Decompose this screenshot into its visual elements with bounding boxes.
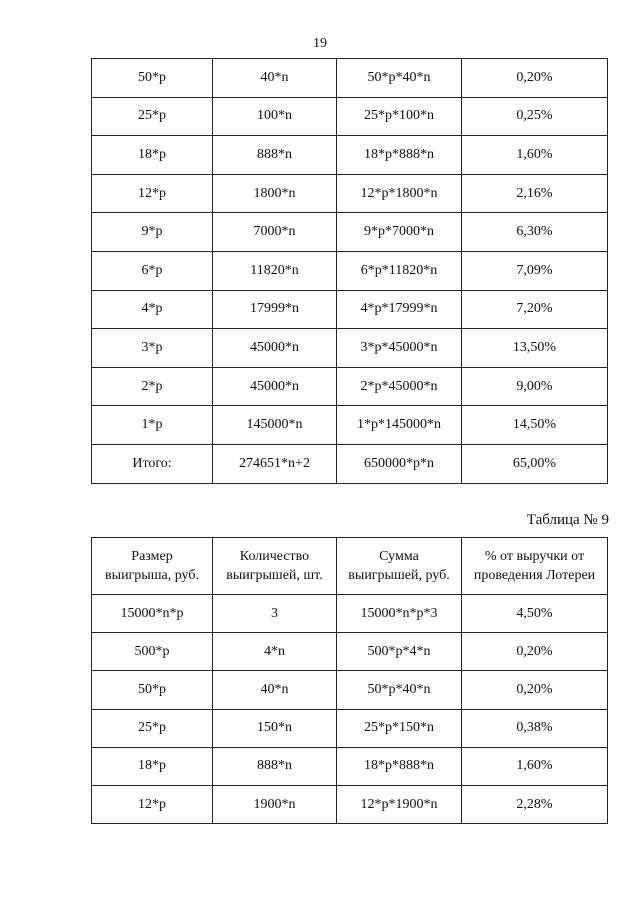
cell-revenue-percent: 13,50%	[462, 329, 608, 368]
cell-prize-count: 40*n	[213, 59, 337, 98]
cell-prize-sum: 50*р*40*n	[337, 671, 462, 709]
cell-revenue-percent: 2,16%	[462, 174, 608, 213]
cell-prize-sum: 4*р*17999*n	[337, 290, 462, 329]
cell-prize-sum: 3*р*45000*n	[337, 329, 462, 368]
table-row	[92, 174, 608, 213]
cell-revenue-percent: 9,00%	[462, 367, 608, 406]
cell-prize-count: 274651*n+2	[213, 444, 337, 483]
table-row	[92, 329, 608, 368]
cell-prize-count: 888*n	[213, 136, 337, 175]
cell-prize-count: 1800*n	[213, 174, 337, 213]
cell-prize-size: Итого:	[92, 444, 213, 483]
header-prize-count	[213, 538, 337, 595]
cell-prize-size: 15000*n*р	[92, 595, 213, 633]
cell-revenue-percent: 4,50%	[462, 595, 608, 633]
cell-prize-size: 4*р	[92, 290, 213, 329]
header-line: Размер	[131, 549, 173, 564]
cell-prize-size: 50*р	[92, 671, 213, 709]
table-row	[92, 633, 608, 671]
table-row	[92, 136, 608, 175]
cell-prize-size: 25*р	[92, 709, 213, 747]
table-caption: Таблица № 9	[526, 512, 609, 528]
header-prize-sum	[337, 538, 462, 595]
cell-prize-size: 18*р	[92, 136, 213, 175]
table-row	[92, 595, 608, 633]
cell-prize-count: 45000*n	[213, 329, 337, 368]
cell-revenue-percent: 65,00%	[462, 444, 608, 483]
header-revenue-percent	[462, 538, 608, 595]
prize-table-9	[91, 537, 608, 824]
cell-revenue-percent: 1,60%	[462, 747, 608, 785]
cell-prize-count: 150*n	[213, 709, 337, 747]
page-number: 19	[313, 36, 327, 51]
cell-prize-size: 500*р	[92, 633, 213, 671]
cell-prize-count: 11820*n	[213, 251, 337, 290]
header-line: % от выручки от	[484, 549, 585, 564]
cell-revenue-percent: 7,20%	[462, 290, 608, 329]
cell-prize-size: 3*р	[92, 329, 213, 368]
cell-prize-count: 7000*n	[213, 213, 337, 252]
header-row	[92, 538, 608, 595]
table-row	[92, 671, 608, 709]
header-line: выигрышей, шт.	[226, 568, 323, 583]
table-row	[92, 59, 608, 98]
table2-body	[92, 595, 608, 824]
cell-prize-sum: 500*р*4*n	[337, 633, 462, 671]
cell-revenue-percent: 14,50%	[462, 406, 608, 445]
cell-prize-size: 6*р	[92, 251, 213, 290]
cell-revenue-percent: 0,20%	[462, 59, 608, 98]
cell-prize-sum: 15000*n*р*3	[337, 595, 462, 633]
cell-revenue-percent: 0,25%	[462, 97, 608, 136]
cell-prize-count: 1900*n	[213, 785, 337, 823]
table-row	[92, 290, 608, 329]
header-line: проведения Лотереи	[473, 568, 596, 583]
table2-header	[92, 538, 608, 595]
table-row	[92, 97, 608, 136]
header-line: Сумма	[379, 549, 419, 564]
cell-prize-sum: 25*р*150*n	[337, 709, 462, 747]
table-row	[92, 444, 608, 483]
table-row	[92, 406, 608, 445]
cell-prize-size: 25*р	[92, 97, 213, 136]
header-line: выигрыша, руб.	[105, 568, 199, 583]
cell-prize-sum: 18*р*888*n	[337, 747, 462, 785]
cell-revenue-percent: 2,28%	[462, 785, 608, 823]
cell-prize-sum: 50*р*40*n	[337, 59, 462, 98]
cell-prize-sum: 12*р*1800*n	[337, 174, 462, 213]
header-line: выигрышей, руб.	[348, 568, 450, 583]
cell-revenue-percent: 0,38%	[462, 709, 608, 747]
cell-prize-size: 9*р	[92, 213, 213, 252]
table-row	[92, 251, 608, 290]
table-row	[92, 213, 608, 252]
cell-prize-sum: 650000*р*n	[337, 444, 462, 483]
cell-revenue-percent: 6,30%	[462, 213, 608, 252]
cell-revenue-percent: 1,60%	[462, 136, 608, 175]
cell-revenue-percent: 0,20%	[462, 633, 608, 671]
cell-prize-sum: 1*р*145000*n	[337, 406, 462, 445]
cell-revenue-percent: 0,20%	[462, 671, 608, 709]
cell-prize-sum: 12*р*1900*n	[337, 785, 462, 823]
cell-prize-count: 145000*n	[213, 406, 337, 445]
cell-prize-sum: 6*р*11820*n	[337, 251, 462, 290]
header-line: Количество	[239, 549, 310, 564]
prize-table-continued	[91, 58, 608, 484]
table-row	[92, 747, 608, 785]
cell-prize-sum: 25*р*100*n	[337, 97, 462, 136]
cell-prize-count: 100*n	[213, 97, 337, 136]
cell-prize-size: 50*р	[92, 59, 213, 98]
cell-prize-sum: 18*р*888*n	[337, 136, 462, 175]
cell-prize-size: 12*р	[92, 174, 213, 213]
cell-prize-count: 888*n	[213, 747, 337, 785]
cell-prize-size: 1*р	[92, 406, 213, 445]
header-prize-size	[92, 538, 213, 595]
cell-prize-count: 17999*n	[213, 290, 337, 329]
table1-body	[92, 59, 608, 484]
cell-prize-sum: 2*р*45000*n	[337, 367, 462, 406]
cell-prize-sum: 9*р*7000*n	[337, 213, 462, 252]
cell-prize-size: 18*р	[92, 747, 213, 785]
cell-revenue-percent: 7,09%	[462, 251, 608, 290]
cell-prize-size: 2*р	[92, 367, 213, 406]
cell-prize-count: 3	[213, 595, 337, 633]
cell-prize-count: 4*n	[213, 633, 337, 671]
cell-prize-count: 40*n	[213, 671, 337, 709]
cell-prize-count: 45000*n	[213, 367, 337, 406]
table-row	[92, 709, 608, 747]
table-row	[92, 785, 608, 823]
cell-prize-size: 12*р	[92, 785, 213, 823]
table-row	[92, 367, 608, 406]
